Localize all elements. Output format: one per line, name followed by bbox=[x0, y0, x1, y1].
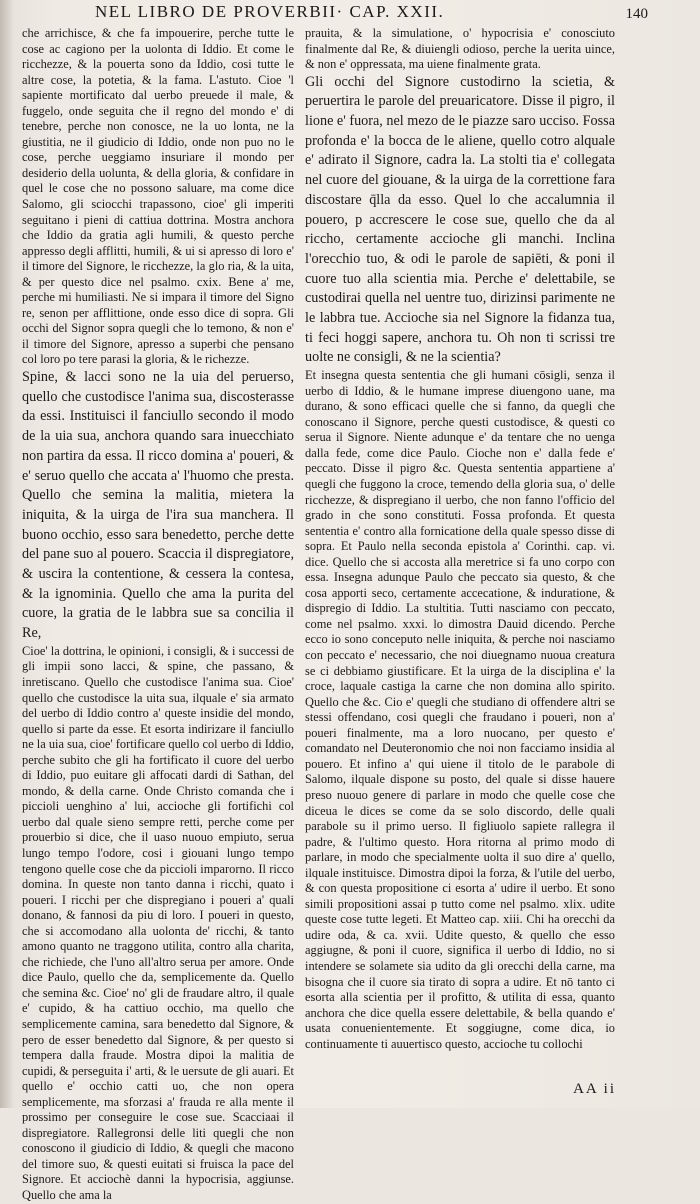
signature-mark: AA ii bbox=[573, 1081, 616, 1097]
page-number: 140 bbox=[625, 6, 648, 22]
running-head: NEL LIBRO DE PROVERBII· CAP. XXII. bbox=[95, 2, 445, 21]
scripture-paragraph: Spine, & lacci sono ne la uia del peruerso, quello che custodisce l'anima sua, discosterasse da essi. Instituisci il fanciullo secondo il modo de la uia sua, anchora quando sara inuecchiato non partira da essa. Il ricco domina a' poueri, & e' seruo quello che accata a' l'huomo che presta. Quello che semina la malitia, mietera la iniquita, & la uirga de l'ira sua manchera. Il buono occhio, esso sara benedetto, perche dette del pane suo al pouero. Scaccia il dispregiatore, & uscira la contentione, & cessera la contesa, & la ignominia. Quello che ama la purita del cuore, la gratia de le labbra sue sa concilia il Re, bbox=[22, 369, 294, 642]
commentary-paragraph: Cioe' la dottrina, le opinioni, i consigli, & i successi de gli impii sono lacci, & spine, che passano, & inretiscano. Quello che custodisce l'anima sua. Cioe' quello che custodisce la uita sua, ilquale e' sia armato del uerbo di Iddio contro a' queste insidie del mondo, quello si parte da esse. Et esorta indirizare il fanciullo ne la uia sua, cioe' fortificare quello col uerbo di Iddio, perche subito che gli ha fortificato il cuore del uerbo di Iddio, puo euitare gli affocati dardi di Sathan, del mondo, & della carne. Onde Christo comanda che i piccioli uenghino a' lui, accioche gli fortifichi col uerbo dal quale sieno sempre retti, perche come per prouerbio si dice, che il uaso nuouo empiuto, serua lungo tempo l'odore, cosi i giouani lungo tempo tengono quelle cose che da piccioli imparorno. Il ricco domina. In queste non tanto danna i ricchi, quato i poueri. I ricchi per che dispregiano i poueri a' quali donano, & fannosi da piu di loro. I poueri in questo, che si accomodano alla uolonta de' ricchi, & tanto amono quanto ne traggono utilita, contro alla charita, che richiede, che l'uno all'altro serua per amore. Onde dice Paulo, quello che da, semplicemente da. Quello che semina &c. Cioe' no' gli de fraudare altro, il quale e' cupido, & ha cattiuo occhio, ma quello che semplicemente camina, sara benedetto dal Signore, & pero de esser benedetto dal Signore, & per questo si tempera dalla fraude. Mostra dipoi la malitia de cupidi, & perseguita i' arti, & le uersute de gli auari. Et quello e' occhio catti uo, che non opera semplicemente, ma sforzasi a' frauda re alla mente il prossimo per conseguire le cose sue. Scacciaai il dispregiatore. Rallegronsi delle liti quegli che non conoscono il giudicio di Iddio, & quegli che macono del timore suo, & questi euitati si fruisca la pace del Signore. Et acciochè danni la hypocrisia, aggiunse. Quello che ama la bbox=[22, 643, 294, 1203]
left-column bbox=[22, 26, 294, 1203]
scripture-paragraph: Gli occhi del Signore custodirno la scietia, & peruertira le parole del preuaricatore. Disse il pigro, il lione e' fuora, nel mezo de le piazze saro ucciso. Fossa profonda e' la bocca de le aliene, quello cotro alquale e' adirato il Signore, cadra la. La stolti tia e' collegata nel cuore del giouane, & la uirga de la correttione fara discostare q̄lla da esso. Quel lo che accalumnia il pouero, p accrescere le cose sue, quello che da al riccho, certamente accioche gli manchi. Inclina l'orecchio tuo, & odi le parole de sapiēti, & poni il cuore tuo alla scientia mia. Perche e' delettabile, se custodirai quella nel uentre tuo, dirizinsi parimente ne le labbra tue. Accioche sia nel Signore la fidanza tua, ti feci hoggi sapere, anchora tu. Oh non ti scrissi tre uolte ne consigli, & ne la scientia? bbox=[305, 73, 615, 366]
commentary-paragraph: Et insegna questa sententia che gli humani cōsigli, senza il uerbo di Iddio, & le humane imprese diuengono uane, ma durano, & sono efficaci quelle che si fanno, da quegli che conoscano il Signore, perche questi custodisce, & questi co serua il Signore. Niente adunque e' da tentare che no uenga dalla fede, come dice Paulo. Cioche non e' dalla fede e' peccato. Disse il pigro &c. Questa sententia appartiene a' quegli che fuggono la croce, temendo della gloria sua, o' delle ricchezze, & dispregiano il uerbo, che non fanno l'officio del grado in che sono constituti. Fossa profonda. Et questa sententia e' contro alla fornicatione della quale spesso disse di sopra. Et Paulo nella seconda epistola a' Corinthi. cap. vi. dice. Quello che si accosta alla meretrice si fa uno corpo con essa. Insegna adunque Paulo che peccato sia questo, & che cosa apporti seco, certamente accecatione, & induratione, & dispregio di Iddio. La stultitia. Tutti nasciamo con peccato, come nel psalmo. xxxi. lo dimostra Dauid dicendo. Perche ecco io sono conceputo nelle iniquita, & perche noi nasciamo con peccato e' necessario, che noi diuegnamo nuoua creatura se ci debbiamo giustificare. Et la uirga de la disciplina e' la croce, laquale castiga la carne che non domina allo spirito. Quello che &c. Cio e' quegli che studiano di offendere altri se stessi offendano, cosi quegli che fraudano i poueri, non a' poueri finalmente, ma a loro nuocano, per questo e' comandato nel Deuteronomio che noi non facciamo insidia al pouero. Et infino a' qui uiene il titolo de le parabole di Salomo, ilquale dispone su posto, del quale si disse hauere preso nuouo genere di parlare in modo che quelle cose che diceua le dices se come da se solo discordo, delle quali parabole su il primo uerso. Il figliuolo sapiete rallegra il padre, & l'ultimo questo. Hora ritorna al primo modo di parlare, in modo che specialmente uolta il suo dire a' quello, ilquale instituisce. Dimostra dipoi la forza, & l'utile del uerbo, & con questa propositione ci esorta a' udire il uerbo. Et sono simili propositioni assai p tutto come nel psalmo. xlix. udite queste cose tutte legeti. Et Matteo cap. xiii. Chi ha orecchi da udire oda, & ca. xvii. Udite questo, & quello che esso aggiugne, & poni il cuore, significa il uerbo di Iddio, no si intendere se solamete sia udito da gli orecchi della carne, ma bisogna che il cuore sia tirato di sopra a udire. Et nō tanto ci esorta alla scientia per il profitto, & utilita di essa, quanto anchora che dice quella essere delettabile, & bella quando e' usata conuenientemente. Et soggiugne, come dica, io continuamente ti auuertisco questo, accioche tu collochi bbox=[305, 368, 615, 1051]
commentary-paragraph: prauita, & la simulatione, o' hypocrisia e' conosciuto finalmente dal Re, & diuiengli odioso, perche la uerita uince, & non e' oppressata, ma uiene finalmente grata. bbox=[305, 26, 615, 72]
commentary-paragraph: che arrichisce, & che fa impouerire, perche tutte le cose ac cagiono per la uolonta di Iddio. Et come le ricchezze, & la pouerta sono da Iddio, cosi tutte le altre cose, la potetia, & la fama. L'astuto. Cioe 'l sapiente mortificato dal uerbo preuede il male, & fuggelo, onde seguita che il regno del mondo e' di tenebre, perche non conosce, ne la uo lonta, ne la giustitia, ne il giudicio di Iddio, onde non puo no le cose, perche ueggiamo insuriare il mondo per desiderio della uolunta, & della gloria, & confidare in quel le cose che no possono saluare, ma come dice Salomo, gli sciocchi trapassono, cioe' gli imperiti seguitano i pieni di cattiua dottrina. Mostra anchora che Iddio da gratia agli humili, & questo perche appresso degli afflitti, humili, & ui si apresso di loro e' il timore del Signore, le ricchezze, la glo ria, & la uita, & per questo dice nel psalmo. cxix. Bene a' me, perche mi humiliasti. Ne si impara il timore del Signo re, senon per afflittione, onde esso dice di sopra. Gli occhi del Signor sopra quegli che lo temono, & non e' il timore del Signore, apresso a superbi che pensano col loro po tere parasi la gloria, & le richezze. bbox=[22, 26, 294, 367]
binding-shadow bbox=[0, 0, 14, 1108]
right-column bbox=[305, 26, 615, 1066]
